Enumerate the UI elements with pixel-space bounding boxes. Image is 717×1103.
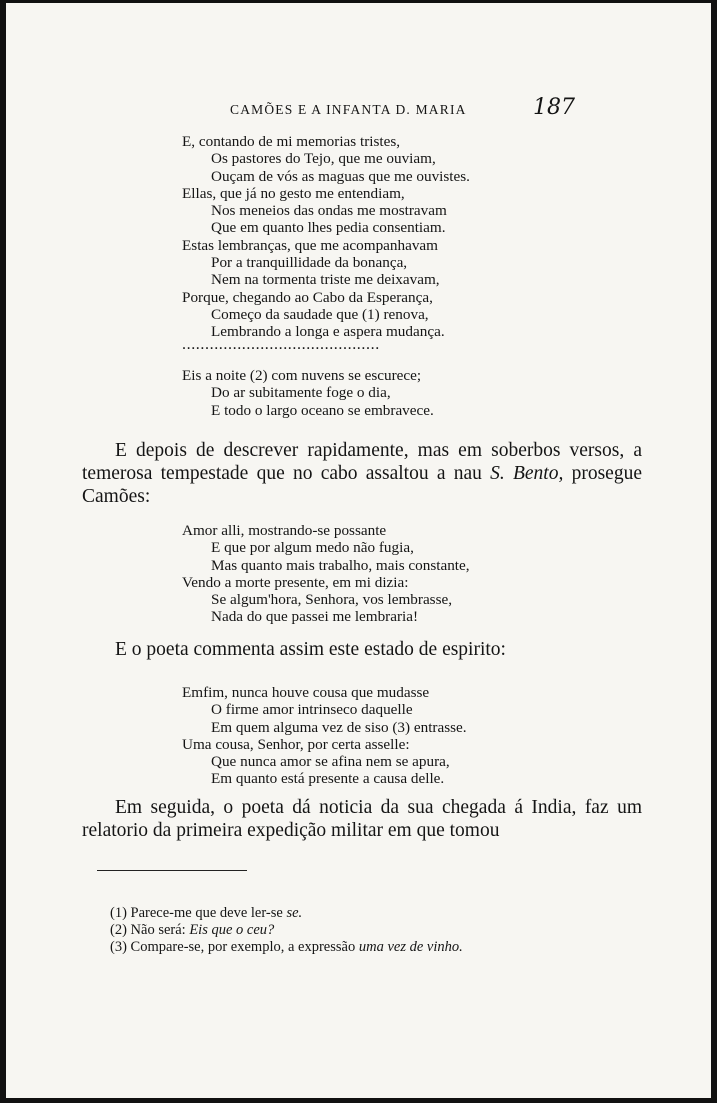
footnote-mark: (3) — [110, 939, 131, 955]
verse-line: Por a tranquillidade da bonança, — [211, 254, 408, 272]
verse-line: O firme amor intrinseco daquelle — [211, 701, 413, 719]
verse-line: Mas quanto mais trabalho, mais constante, — [211, 556, 470, 574]
ship-name: S. Bento, — [490, 463, 564, 484]
verse-block-4 — [182, 684, 467, 788]
footnote-mark: (1) — [110, 905, 131, 921]
ellipsis-line: ........................................... — [182, 336, 380, 353]
verse-line: E que por algum medo não fugia, — [211, 539, 414, 557]
verse-block-2 — [182, 367, 434, 419]
verse-line: Lembrando a longa e aspera mudança. — [211, 323, 445, 341]
footnote-italic: uma vez de vinho. — [358, 939, 463, 955]
verse-line: Do ar subitamente foge o dia, — [211, 384, 391, 402]
verse-block-3 — [182, 522, 470, 626]
verse-line: Que nunca amor se afina nem se apura, — [211, 753, 450, 771]
prose-paragraph-3 — [82, 796, 642, 842]
footnote-text: Compare-se, por exemplo, a expressão — [130, 939, 359, 955]
verse-line: Nos meneios das ondas me mostravam — [211, 202, 447, 220]
verse-line: E todo o largo oceano se embravece. — [211, 401, 434, 419]
verse-line: Eis a noite (2) com nuvens se escurece; — [182, 367, 422, 384]
footnote-text: Parece-me que deve ler-se — [130, 905, 287, 921]
footnotes — [110, 905, 463, 956]
verse-line: Se algum'hora, Senhora, vos lembrasse, — [211, 591, 453, 609]
footnote — [110, 905, 463, 922]
footnote-mark: (2) — [110, 922, 131, 938]
verse-line: Nada do que passei me lembraria! — [211, 608, 419, 626]
verse-line: Os pastores do Tejo, que me ouviam, — [211, 150, 436, 168]
prose-paragraph-1 — [82, 439, 642, 508]
verse-line: Uma cousa, Senhor, por certa asselle: — [182, 735, 410, 753]
verse-line: Começo da saudade que (1) renova, — [211, 305, 429, 323]
verse-line: Amor alli, mostrando-se possante — [182, 522, 387, 539]
verse-line: E, contando de mi memorias tristes, — [182, 133, 401, 150]
verse-line: Nem na tormenta triste me deixavam, — [211, 271, 440, 289]
prose-paragraph-2: E o poeta commenta assim este estado de espirito: — [115, 639, 506, 660]
verse-line: Vendo a morte presente, em mi dizia: — [182, 573, 409, 591]
footnote-rule — [97, 870, 247, 871]
verse-line: Porque, chegando ao Cabo da Esperança, — [182, 288, 433, 306]
prose-1-tail: prosegue Camões: — [82, 463, 642, 507]
verse-line: Emfim, nunca houve cousa que mudasse — [182, 684, 430, 701]
footnote — [110, 922, 463, 939]
verse-line: Em quem alguma vez de siso (3) entrasse. — [211, 718, 467, 736]
verse-line: Que em quanto lhes pedia consentiam. — [211, 219, 446, 237]
verse-line: Ouçam de vós as maguas que me ouvistes. — [211, 167, 470, 185]
page-number: 187 — [533, 95, 575, 120]
verse-line: Estas lembranças, que me acompanhavam — [182, 236, 438, 254]
footnote-italic: Eis que o ceu? — [189, 922, 275, 938]
verse-line: Ellas, que já no gesto me entendiam, — [182, 184, 405, 202]
footnote-italic: se. — [286, 905, 303, 921]
verse-line: Em quanto está presente a causa delle. — [211, 770, 445, 788]
verse-block-1 — [182, 133, 470, 341]
prose-1-text: E depois de descrever rapidamente, mas em soberbos versos, a temerosa tempestade que no cabo assaltou a nau — [82, 440, 642, 484]
footnote-text: Não será: — [130, 922, 190, 938]
footnote — [110, 939, 463, 956]
prose-3-text: Em seguida, o poeta dá noticia da sua chegada á India, faz um relatorio da primeira expedição militar em que tomou — [82, 797, 642, 841]
running-title: CAMÕES E A INFANTA D. MARIA — [230, 102, 467, 117]
